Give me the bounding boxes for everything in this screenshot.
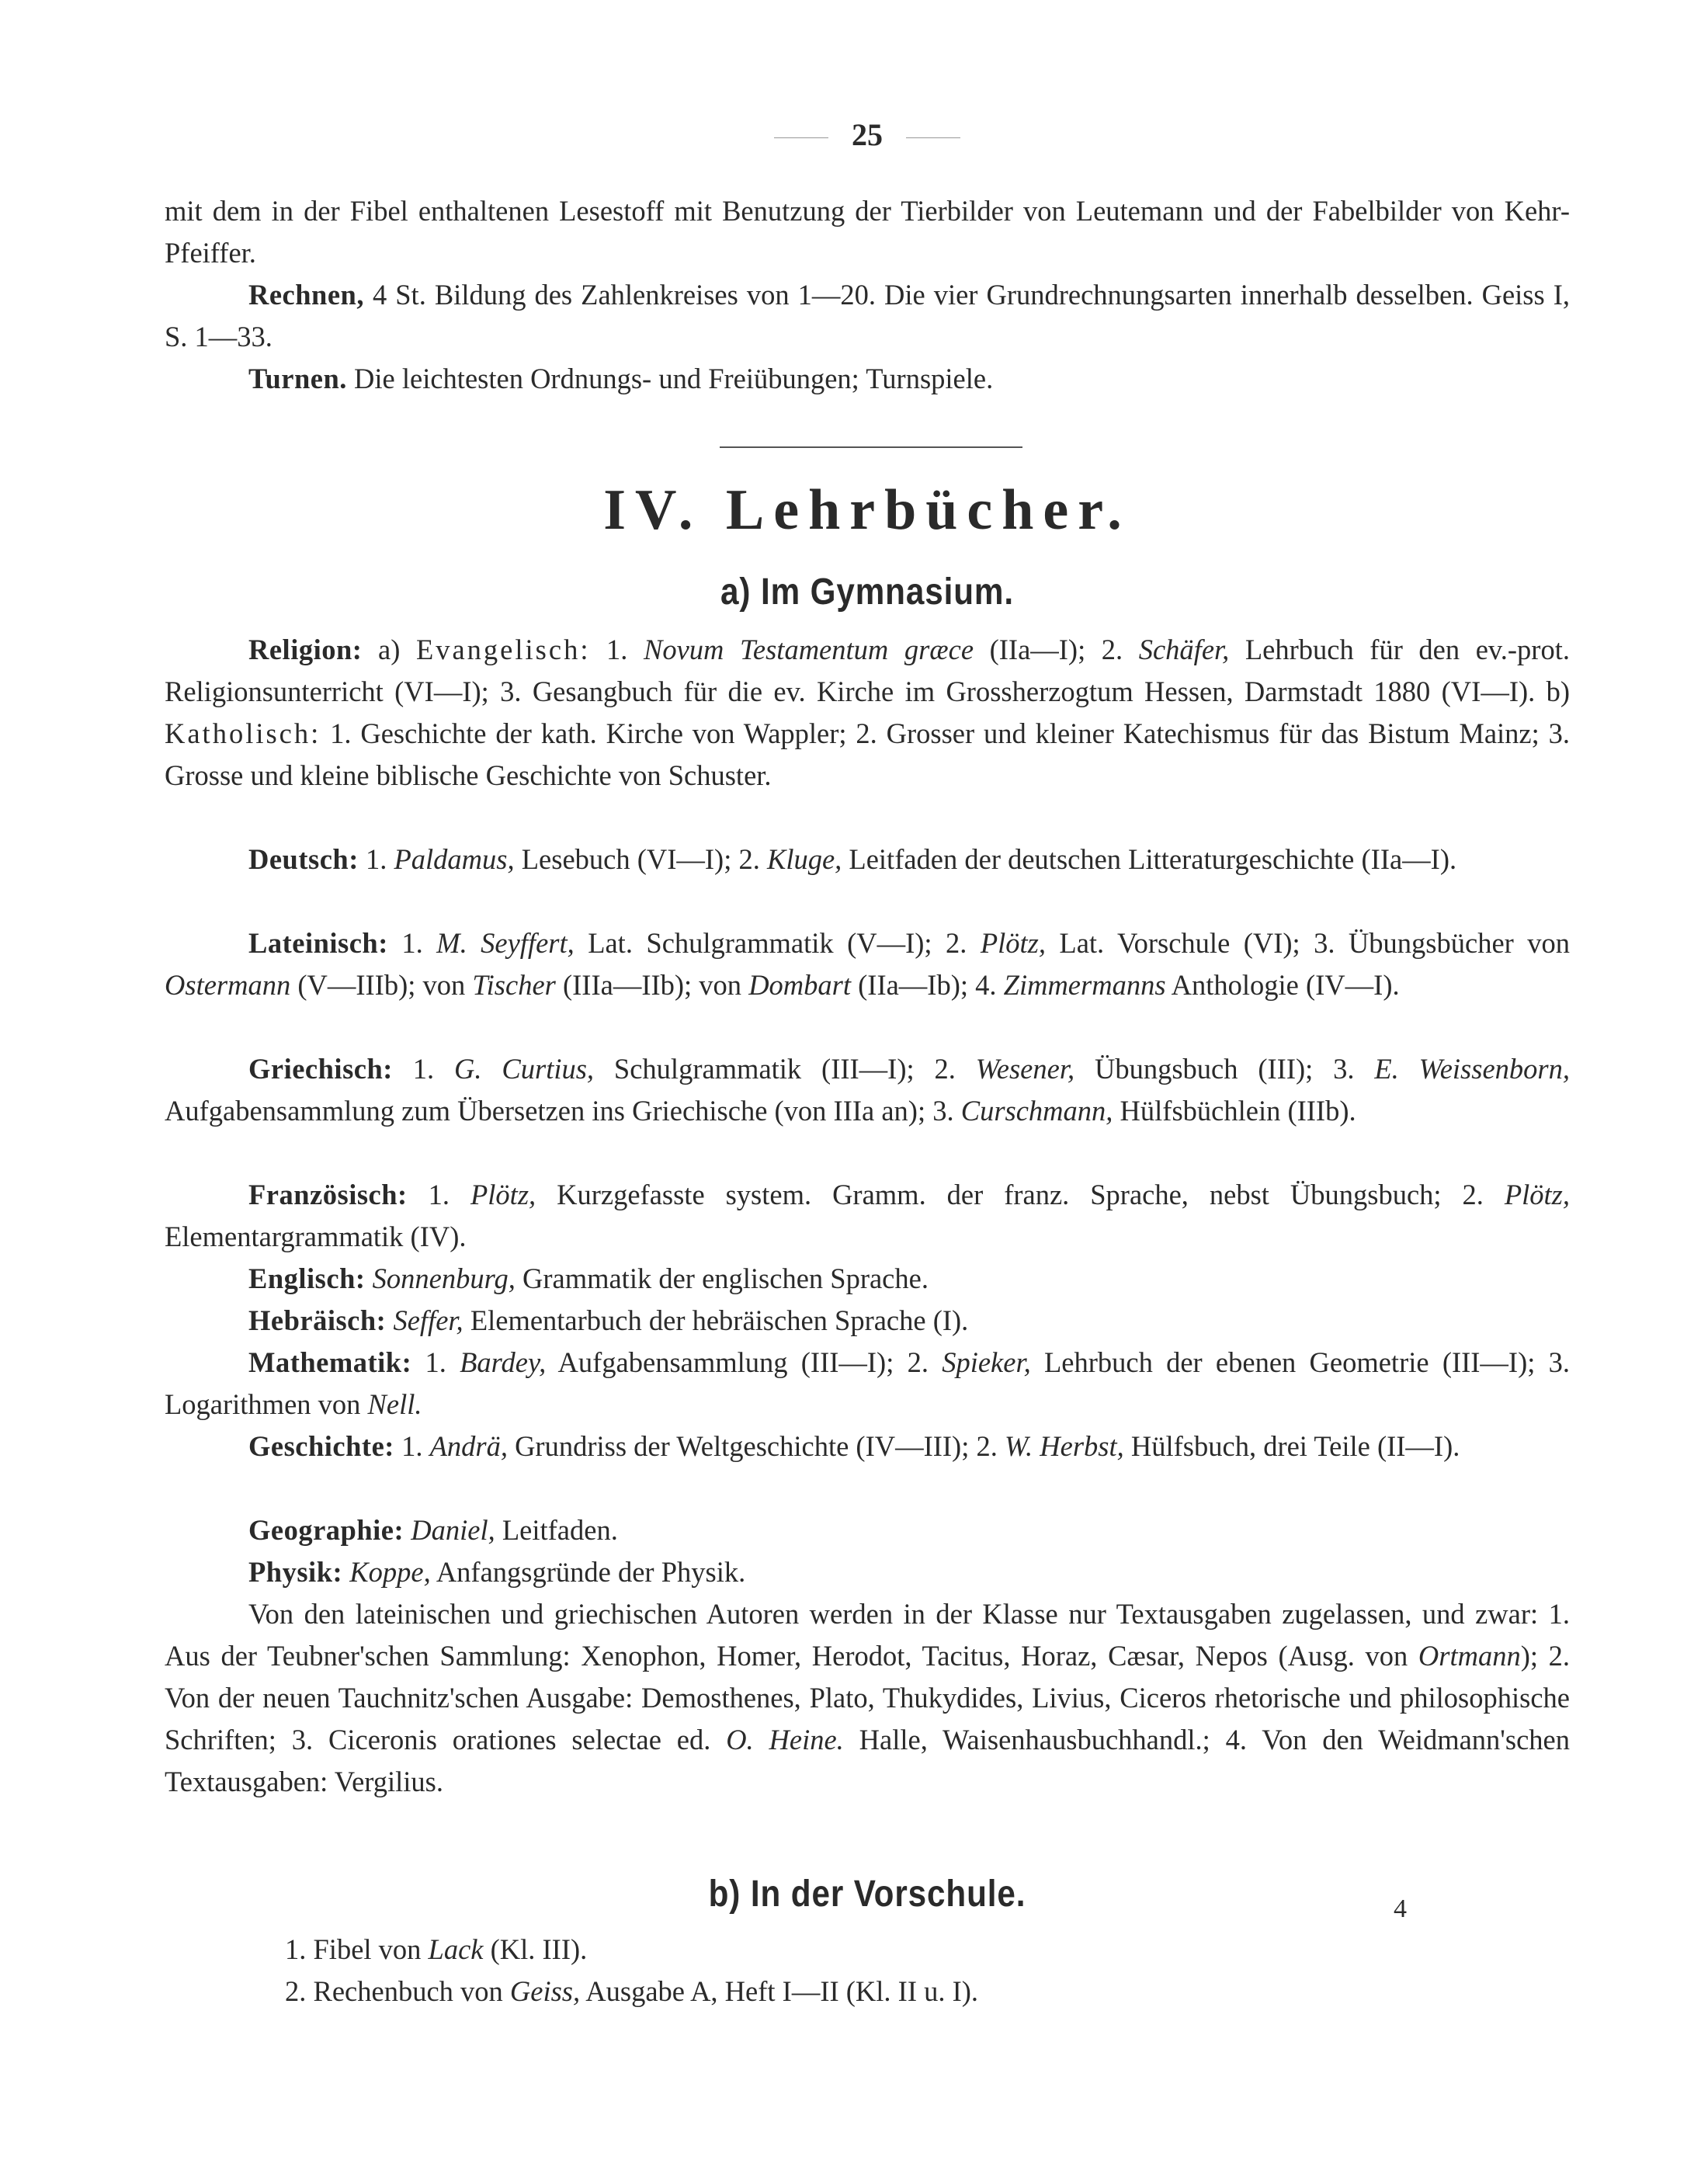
author-andrae: Andrä, <box>429 1430 508 1462</box>
author-seyffert: M. Seyffert, <box>436 927 575 959</box>
list-item-text: Ausgabe A, Heft I—II (Kl. II u. I). <box>580 1975 979 2007</box>
deutsch-label: Deutsch: <box>248 843 359 875</box>
author-paldamus: Paldamus, <box>394 843 515 875</box>
editor-heine: O. Heine. <box>726 1724 844 1756</box>
deutsch-paragraph <box>165 839 1570 880</box>
author-geiss: Geiss, <box>509 1975 581 2007</box>
geschichte-text-2: Grundriss der Weltgeschichte (IV—III); 2. <box>507 1430 1005 1462</box>
editor-ortmann: Ortmann <box>1418 1640 1521 1672</box>
mathematik-label: Mathematik: <box>248 1346 412 1378</box>
list-item-text: (Kl. III). <box>483 1933 588 1965</box>
lateinisch-text-3: Lat. Vorschule (VI); 3. Übungsbücher von <box>1045 927 1570 959</box>
religion-text-1: a) <box>362 634 416 665</box>
religion-label: Religion: <box>248 634 363 665</box>
hebraeisch-paragraph <box>165 1300 1570 1342</box>
griechisch-text-2: Schulgrammatik (III—I); 2. <box>594 1053 976 1085</box>
mathematik-paragraph <box>165 1342 1570 1426</box>
lateinisch-text-2: Lat. Schulgrammatik (V—I); 2. <box>574 927 981 959</box>
novum-testamentum-title: Novum Testamentum græce <box>643 634 974 665</box>
lateinisch-text-7: Anthologie (IV—I). <box>1165 969 1400 1001</box>
rechnen-paragraph <box>165 274 1570 358</box>
signature-mark: 4 <box>1394 1894 1407 1923</box>
physik-label: Physik: <box>248 1556 343 1588</box>
author-koppe: Koppe, <box>349 1556 431 1588</box>
author-curschmann: Curschmann, <box>960 1095 1113 1127</box>
lateinisch-label: Lateinisch: <box>248 927 388 959</box>
religion-text-4: Lehrbuch für den ev.-prot. Religionsunterricht (VI—I); 3. Gesangbuch für die ev. Kirche im Grossherzogtum Hessen, Darmstadt 1880 (VI—I). b) <box>165 634 1570 707</box>
religion-text-2: 1. <box>590 634 644 665</box>
chapter-heading: Lehrbücher. <box>725 478 1131 542</box>
header-dash-left <box>774 137 828 138</box>
author-kluge: Kluge, <box>766 843 842 875</box>
griechisch-text-5: Hülfsbüchlein (IIIb). <box>1113 1095 1356 1127</box>
deutsch-text-3: Leitfaden der deutschen Litteraturgeschichte (IIa—I). <box>842 843 1457 875</box>
author-wesener: Wesener, <box>975 1053 1075 1085</box>
religion-text-3: (IIa—I); 2. <box>974 634 1139 665</box>
author-curtius: G. Curtius, <box>454 1053 595 1085</box>
griechisch-label: Griechisch: <box>248 1053 393 1085</box>
griechisch-text-1: 1. <box>392 1053 455 1085</box>
author-weissenborn: E. Weissenborn, <box>1374 1053 1570 1085</box>
englisch-paragraph <box>165 1258 1570 1300</box>
lateinisch-text-4: (V—IIIb); von <box>290 969 473 1001</box>
geschichte-paragraph <box>165 1426 1570 1467</box>
author-lack: Lack <box>428 1933 484 1965</box>
evangelisch-label: Evangelisch: <box>415 634 591 665</box>
geographie-text-2: Leitfaden. <box>495 1514 618 1546</box>
religion-text-5: 1. Geschichte der kath. Kirche von Wappler; 2. Grosser und kleiner Katechismus für das Bistum Mainz; 3. Grosse und kleine biblische Geschichte von Schuster. <box>165 717 1570 791</box>
intro-fibel-text: mit dem in der Fibel enthaltenen Lesestoff mit Benutzung der Tierbilder von Leutemann und der Fabelbilder von Kehr-Pfeiffer. <box>165 195 1570 269</box>
deutsch-text-2: Lesebuch (VI—I); 2. <box>514 843 767 875</box>
list-item <box>285 1929 587 1971</box>
geographie-text-1 <box>404 1514 411 1546</box>
geschichte-label: Geschichte: <box>248 1430 394 1462</box>
franzoesisch-text-3: Elementargrammatik (IV). <box>165 1221 467 1252</box>
griechisch-text-3: Übungsbuch (III); 3. <box>1074 1053 1375 1085</box>
author-tischer: Tischer <box>472 969 556 1001</box>
rechnen-text: 4 St. Bildung des Zahlenkreises von 1—20. Die vier Grundrechnungsarten innerhalb desselben. Geiss I, S. 1—33. <box>165 279 1570 352</box>
englisch-label: Englisch: <box>248 1262 366 1294</box>
lateinisch-text-6: (IIa—Ib); 4. <box>851 969 1004 1001</box>
author-sonnenburg: Sonnenburg, <box>372 1262 516 1294</box>
hebraeisch-text-2: Elementarbuch der hebräischen Sprache (I). <box>463 1304 969 1336</box>
intro-fibel-paragraph <box>165 190 1570 274</box>
author-zimmermanns: Zimmermanns <box>1003 969 1166 1001</box>
geographie-label: Geographie: <box>248 1514 404 1546</box>
franzoesisch-paragraph <box>165 1174 1570 1258</box>
hebraeisch-label: Hebräisch: <box>248 1304 387 1336</box>
lateinisch-paragraph <box>165 922 1570 1006</box>
griechisch-text-4: Aufgabensammlung zum Übersetzen ins Griechische (von IIIa an); 3. <box>165 1095 961 1127</box>
mathematik-text-3: Lehrbuch der ebenen Geometrie (III—I); 3. Logarithmen von <box>165 1346 1571 1420</box>
author-ostermann: Ostermann <box>165 969 291 1001</box>
autoren-text-3: Halle, Waisenhausbuchhandl.; 4. Von den Weidmann'schen Textausgaben: Vergilius. <box>165 1724 1570 1797</box>
geographie-paragraph <box>165 1509 1570 1551</box>
lateinisch-text-5: (IIIa—IIb); von <box>555 969 749 1001</box>
franzoesisch-text-1: 1. <box>407 1179 470 1210</box>
author-herbst: W. Herbst, <box>1004 1430 1124 1462</box>
autoren-text-1: Von den lateinischen und griechischen Autoren werden in der Klasse nur Textausgaben zugelassen, und zwar: 1. Aus der Teubner'schen Sammlung: Xenophon, Homer, Herodot, Tacitus, Horaz, Cæsar, Nepos (Ausg. von <box>165 1598 1570 1672</box>
lateinisch-text-1: 1. <box>387 927 437 959</box>
chapter-numeral: IV. <box>603 478 703 542</box>
author-schaefer: Schäfer, <box>1138 634 1230 665</box>
chapter-title <box>165 475 1570 545</box>
rechnen-label: Rechnen, <box>248 279 364 311</box>
physik-text-1 <box>342 1556 349 1588</box>
englisch-text-1 <box>366 1262 373 1294</box>
physik-text-2: Anfangsgründe der Physik. <box>430 1556 746 1588</box>
list-item-text: 2. Rechenbuch von <box>285 1975 510 2007</box>
autoren-text-2: ); 2. Von der neuen Tauchnitz'schen Ausgabe: Demosthenes, Plato, Thukydides, Livius, Ciceros rhetorische und philosophische Schriften; 3. Ciceronis orationes selectae ed. <box>165 1640 1571 1756</box>
section-a-title: a) Im Gymnasium. <box>720 571 1014 613</box>
author-seffer: Seffer, <box>393 1304 463 1336</box>
franzoesisch-label: Französisch: <box>248 1179 408 1210</box>
author-ploetz: Plötz, <box>980 927 1046 959</box>
section-b-title: b) In der Vorschule. <box>708 1874 1026 1915</box>
geschichte-text-1: 1. <box>394 1430 430 1462</box>
mathematik-text-2: Aufgabensammlung (III—I); 2. <box>546 1346 943 1378</box>
katholisch-label: Katholisch: <box>165 717 321 749</box>
geschichte-text-3: Hülfsbuch, drei Teile (II—I). <box>1123 1430 1460 1462</box>
griechisch-paragraph <box>165 1048 1570 1132</box>
page-header <box>165 116 1570 153</box>
page-number: 25 <box>852 117 883 152</box>
englisch-text-2: Grammatik der englischen Sprache. <box>515 1262 929 1294</box>
list-item-text: 1. Fibel von <box>285 1933 429 1965</box>
author-daniel: Daniel, <box>411 1514 495 1546</box>
section-divider <box>720 446 1022 448</box>
turnen-text: Die leichtesten Ordnungs- und Freiübungen; Turnspiele. <box>346 363 994 394</box>
author-nell: Nell. <box>367 1388 422 1420</box>
author-ploetz-kurzgefasste: Plötz, <box>470 1179 536 1210</box>
author-ploetz-elementar: Plötz, <box>1504 1179 1571 1210</box>
turnen-paragraph <box>165 358 1570 400</box>
deutsch-text-1: 1. <box>358 843 394 875</box>
turnen-label: Turnen. <box>248 363 347 394</box>
author-dombart: Dombart <box>748 969 852 1001</box>
author-spieker: Spieker, <box>942 1346 1031 1378</box>
list-item <box>285 1971 978 2013</box>
header-dash-right <box>906 137 960 138</box>
franzoesisch-text-2: Kurzgefasste system. Gramm. der franz. Sprache, nebst Übungsbuch; 2. <box>536 1179 1505 1210</box>
religion-paragraph <box>165 629 1570 797</box>
author-bardey: Bardey, <box>460 1346 547 1378</box>
autoren-paragraph <box>165 1593 1570 1803</box>
mathematik-text-1: 1. <box>411 1346 460 1378</box>
physik-paragraph <box>165 1551 1570 1593</box>
